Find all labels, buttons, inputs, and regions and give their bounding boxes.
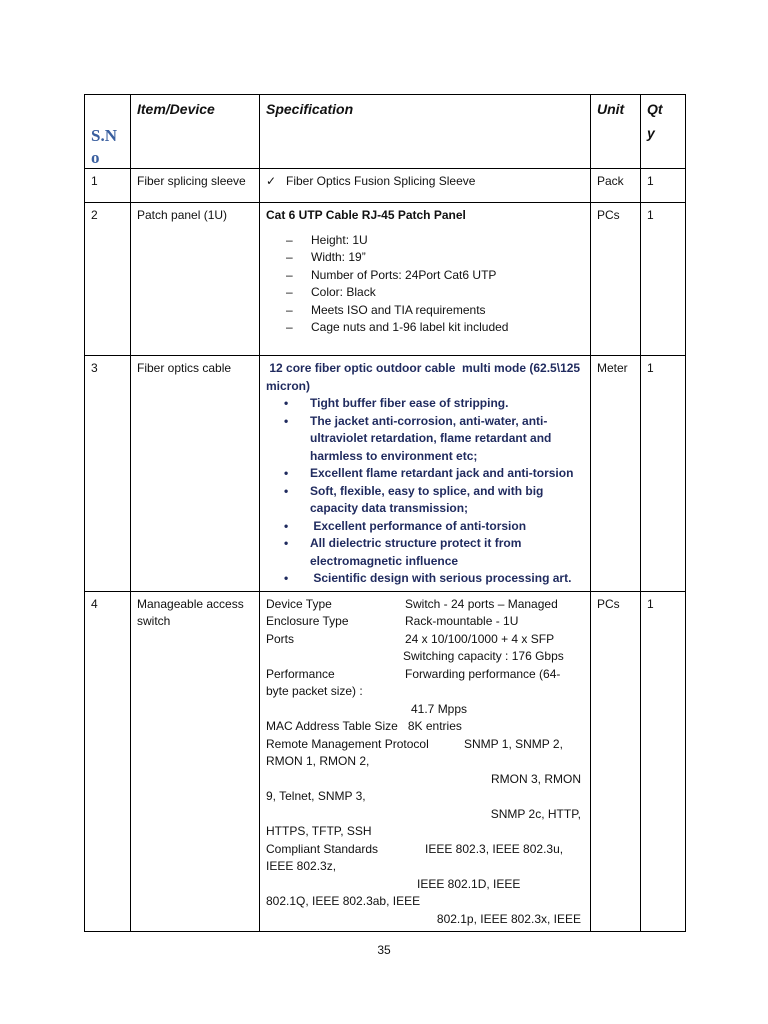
spec-item-text: Width: 19”: [311, 250, 366, 264]
dash-bullet: –: [286, 267, 293, 282]
row-spec: [260, 356, 591, 592]
spec-title: Cat 6 UTP Cable RJ-45 Patch Panel: [266, 208, 466, 222]
spec-line: 802.1p, IEEE 802.3x, IEEE: [436, 911, 581, 926]
spec-value: IEEE 802.3, IEEE 802.3u,: [425, 841, 564, 856]
dash-bullet: –: [286, 302, 293, 317]
bullet-icon: •: [284, 571, 289, 585]
header-qty-cell: [641, 95, 686, 169]
spec-item-text: Number of Ports: 24Port Cat6 UTP: [311, 267, 497, 282]
spec-line: RMON 1, RMON 2,: [266, 754, 370, 768]
spec-line: 802.1Q, IEEE 802.3ab, IEEE: [266, 894, 421, 908]
spec-key: Device Type: [266, 596, 332, 611]
row-qty: 1: [641, 169, 686, 203]
table-row: [85, 203, 686, 356]
spec-key: Remote Management Protocol: [266, 736, 429, 751]
spec-list: [266, 232, 585, 337]
list-item: [266, 319, 585, 337]
spec-line: [266, 841, 585, 859]
spec-line: [266, 736, 585, 754]
row-qty: 1: [641, 591, 686, 932]
list-item: [266, 535, 585, 570]
spec-line: HTTPS, TFTP, SSH: [266, 824, 372, 838]
row-qty: 1: [641, 203, 686, 356]
spec-line: byte packet size) :: [266, 684, 363, 698]
spec-item-text: Color: Black: [311, 285, 376, 299]
spec-line: [266, 631, 585, 649]
header-unit: Unit: [591, 95, 641, 169]
list-item: [266, 249, 585, 267]
spec-value: SNMP 1, SNMP 2,: [464, 736, 563, 751]
table-header-row: [85, 95, 686, 169]
spec-key: Enclosure Type: [266, 614, 349, 628]
spec-item-text: Cage nuts and 1-96 label kit included: [311, 320, 509, 334]
spec-value: Rack-mountable - 1U: [405, 614, 519, 628]
row-unit: PCs: [591, 203, 641, 356]
spec-line: IEEE 802.3z,: [266, 859, 337, 873]
spec-item-text: Excellent performance of anti-torsion: [310, 518, 527, 533]
row-sno: 3: [85, 356, 131, 592]
spec-line: Switching capacity : 176 Gbps: [403, 649, 564, 663]
spec-line: RMON 3, RMON: [491, 771, 581, 786]
spec-key: Ports: [266, 631, 295, 646]
spec-line: IEEE 802.1D, IEEE: [417, 876, 521, 891]
bullet-icon: •: [284, 483, 289, 498]
row-spec: [260, 169, 591, 203]
row-item: Fiber splicing sleeve: [131, 169, 260, 203]
list-item: [266, 518, 585, 536]
spec-item-text: The jacket anti-corrosion, anti-water, anti-ultraviolet retardation, flame retardant and harmless to environment etc;: [310, 413, 552, 463]
dash-bullet: –: [286, 232, 293, 247]
list-item: [266, 465, 585, 483]
list-item: [266, 395, 585, 413]
row-spec: [260, 591, 591, 932]
spec-item-text: Soft, flexible, easy to splice, and with big capacity data transmission;: [310, 483, 544, 515]
row-qty: 1: [641, 356, 686, 592]
spec-item-text: Excellent flame retardant jack and anti-torsion: [310, 466, 574, 480]
bullet-icon: •: [284, 396, 289, 410]
dash-bullet: –: [286, 250, 293, 264]
row-unit: Meter: [591, 356, 641, 592]
header-sno-cell: [85, 95, 131, 169]
row-spec: [260, 203, 591, 356]
list-item: [266, 413, 585, 466]
row-unit: Pack: [591, 169, 641, 203]
spec-line: SNMP 2c, HTTP,: [490, 806, 581, 821]
row-unit: PCs: [591, 591, 641, 932]
spec-line: MAC Address Table Size 8K entries: [266, 719, 462, 733]
spec-item-text: All dielectric structure protect it from electromagnetic influence: [310, 536, 522, 568]
checkmark-icon: ✓: [266, 174, 277, 188]
spec-item-text: Meets ISO and TIA requirements: [311, 302, 486, 317]
list-item: [266, 302, 585, 320]
list-item: [266, 483, 585, 518]
list-item: [266, 284, 585, 302]
bullet-icon: •: [284, 536, 289, 550]
spec-value: 24 x 10/100/1000 + 4 x SFP: [405, 631, 555, 646]
spec-title: 12 core fiber optic outdoor cable multi mode (62.5\125 micron): [266, 361, 584, 393]
spec-list: [266, 395, 585, 588]
spec-item-text: Height: 1U: [311, 232, 368, 247]
table-row: [85, 356, 686, 592]
header-sno: S.No: [91, 126, 117, 167]
header-qty: Qty: [647, 101, 663, 141]
spec-key: Performance: [266, 666, 335, 681]
dash-bullet: –: [286, 285, 293, 299]
specification-table: [84, 94, 686, 932]
row-item: Patch panel (1U): [131, 203, 260, 356]
bullet-icon: •: [284, 466, 289, 480]
dash-bullet: –: [286, 320, 293, 334]
list-item: [266, 267, 585, 285]
spec-line: 9, Telnet, SNMP 3,: [266, 789, 366, 803]
spec-item-text: Tight buffer fiber ease of stripping.: [310, 396, 509, 410]
table-row: [85, 591, 686, 932]
table-row: [85, 169, 686, 203]
spec-value: Forwarding performance (64-: [405, 666, 561, 681]
spec-line: [266, 596, 585, 614]
spec-line: [266, 613, 585, 631]
row-sno: 4: [85, 591, 131, 932]
row-sno: 2: [85, 203, 131, 356]
spec-line: 41.7 Mpps: [411, 701, 468, 716]
bullet-icon: •: [284, 413, 289, 428]
spec-item-text: Scientific design with serious processing art.: [310, 571, 572, 585]
row-item: Fiber optics cable: [131, 356, 260, 592]
spec-key: Compliant Standards: [266, 841, 379, 856]
row-item: Manageable access switch: [131, 591, 260, 932]
page-number: 35: [377, 943, 391, 957]
list-item: [266, 232, 585, 250]
row-sno: 1: [85, 169, 131, 203]
spec-text: Fiber Optics Fusion Splicing Sleeve: [286, 174, 476, 188]
header-item: Item/Device: [131, 95, 260, 169]
spec-value: Switch - 24 ports – Managed: [405, 596, 558, 611]
header-specification: Specification: [260, 95, 591, 169]
list-item: [266, 570, 585, 588]
spec-line: [266, 666, 585, 684]
bullet-icon: •: [284, 518, 289, 533]
